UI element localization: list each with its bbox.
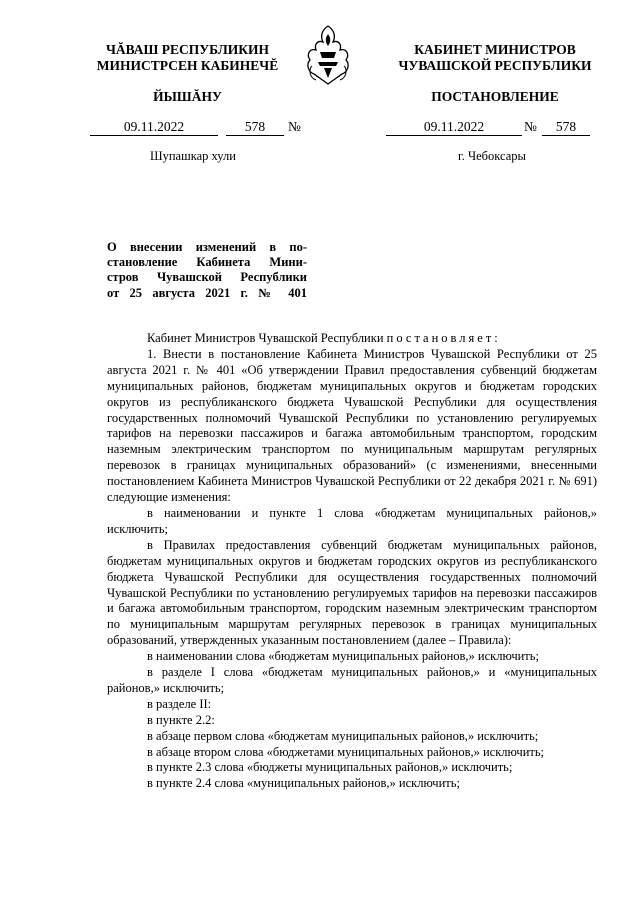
registration-left: [90, 119, 310, 135]
header-left-line2: МИНИСТРСЕН КАБИНЕЧĔ: [96, 58, 279, 73]
body-paragraph: в наименовании и пункте 1 слова «бюджетам муниципальных районов,» исключить;: [107, 505, 597, 536]
header-left-authority: [85, 42, 290, 74]
place-right: г. Чебоксары: [458, 149, 526, 163]
body-paragraph: в Правилах предоставления субвенций бюджетам муниципальных районов, бюджетам муниципальных округов и бюджетам городских округов из республиканского бюджета Чувашской Республики для осуществления государственных полномочий Чувашской Республики по установлению регулируемых тарифов на перевозки пассажиров и багажа автомобильным транспортом, городским наземным электрическим транспортом по муниципальным маршрутам регулярных перевозок в границах муниципальных образований, утвержденных указанным постановлением (далее – Правила):: [107, 537, 597, 648]
body-paragraph: в абзаце втором слова «бюджетами муниципальных районов,» исключить;: [147, 744, 545, 759]
registration-right-no-sign: №: [524, 119, 537, 134]
subject-line: стров Чувашской Республики: [107, 270, 307, 285]
registration-left-number: 578: [226, 119, 284, 136]
header-right-authority: [380, 42, 610, 74]
body-paragraph: в пункте 2.2:: [147, 712, 215, 727]
body-paragraph: 1. Внести в постановление Кабинета Министров Чувашской Республики от 25 августа 2021 г. № 401 «Об утверждении Правил предоставления субвенций бюджетам муниципальных районов, бюджетам муниципальных округов и бюджетам городских округов из республиканского бюджета Чувашской Республики для осуществления государственных полномочий Чувашской Республики по установлению регулируемых тарифов на перевозки пассажиров и багажа автомобильным транспортом, городским наземным электрическим транспортом по муниципальным маршрутам регулярных перевозок в границах муниципальных образований» (с изменениями, внесенными постановлением Кабинета Министров Чувашской Республики от 22 декабря 2021 г. № 691) следующие изменения:: [107, 346, 597, 505]
header-left-line1: ЧĂВАШ РЕСПУБЛИКИН: [105, 42, 270, 57]
body-paragraph: в разделе II:: [147, 696, 212, 711]
document-body: [107, 331, 597, 792]
body-paragraph: в пункте 2.3 слова «бюджеты муниципальных районов,» исключить;: [147, 760, 513, 775]
document-subject: [107, 240, 307, 301]
registration-left-date: 09.11.2022: [90, 119, 218, 136]
header-right-doctype: ПОСТАНОВЛЕНИЕ: [431, 89, 559, 104]
registration-right-number: 578: [542, 119, 590, 136]
body-paragraph: в абзаце первом слова «бюджетам муниципальных районов,» исключить;: [147, 728, 539, 743]
header-right-line1: КАБИНЕТ МИНИСТРОВ: [414, 42, 576, 57]
header-right-line2: ЧУВАШСКОЙ РЕСПУБЛИКИ: [398, 58, 592, 73]
body-paragraph: в наименовании слова «бюджетам муниципальных районов,» исключить;: [147, 649, 539, 664]
subject-line: становление Кабинета Мини-: [107, 255, 307, 270]
registration-right-date: 09.11.2022: [386, 119, 522, 136]
place-left: Шупашкар хули: [150, 149, 236, 163]
registration-right: [386, 119, 606, 135]
intro-spaced: постановляет:: [386, 331, 501, 345]
header-left-doctype: ЙЫШĂНУ: [153, 89, 222, 104]
subject-line: О внесении изменений в по-: [107, 240, 307, 254]
intro-lead: Кабинет Министров Чувашской Республики: [147, 331, 384, 345]
body-paragraph: в пункте 2.4 слова «муниципальных районов,» исключить;: [147, 776, 460, 791]
body-paragraph: в разделе I слова «бюджетам муниципальных районов,» и «муниципальных районов,» исключить;: [107, 665, 597, 695]
intro-paragraph: [107, 331, 597, 347]
registration-left-no-sign: №: [288, 119, 301, 134]
subject-line: от 25 августа 2021 г. № 401: [107, 285, 307, 300]
chuvash-coat-of-arms-icon: [300, 22, 356, 88]
